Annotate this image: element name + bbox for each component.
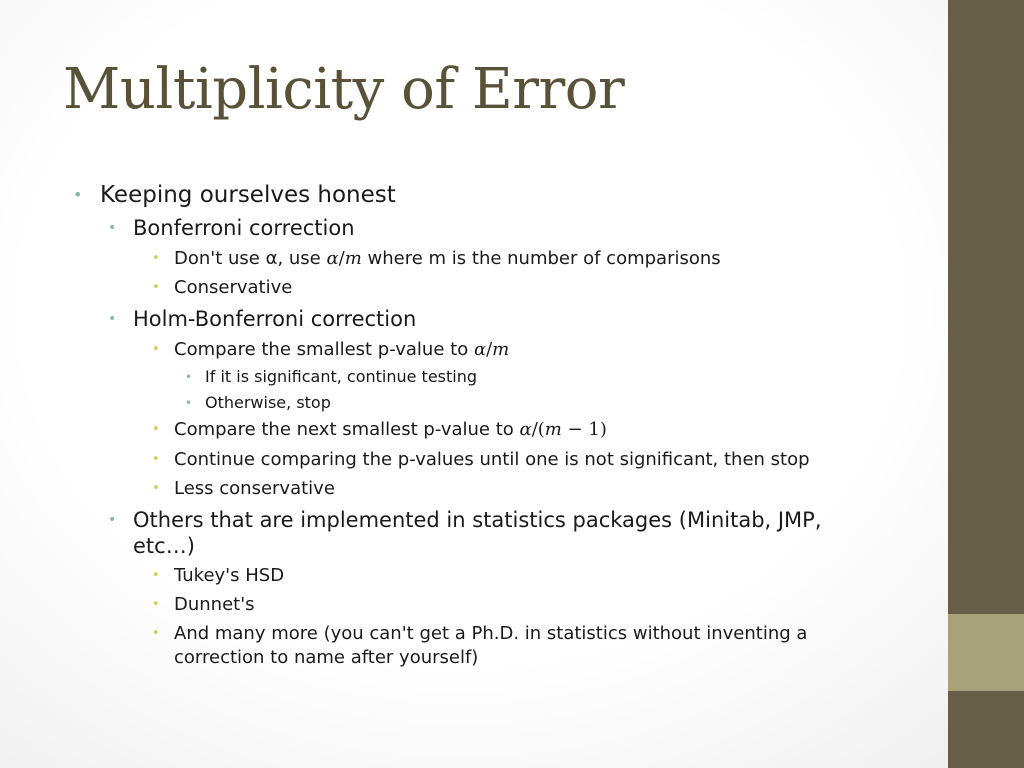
bullet-text: Continue comparing the p-values until one is not significant, then stop [174,449,810,470]
math-m: m [492,339,510,360]
bullet-dot-icon: • [152,481,160,496]
bullet-many-more-continuation [174,647,478,669]
math-slash: / [338,248,345,269]
bullet-text-suffix: where m is the number of comparisons [361,248,721,269]
bullet-dot-icon: • [152,452,160,467]
bullet-text: Dunnet's [174,594,255,615]
bullet-dot-icon: • [108,220,117,236]
bullet-bonferroni-use [152,248,721,270]
bullet-dot-icon: • [152,626,160,641]
bullet-text-line2: correction to name after yourself) [174,647,479,668]
bullet-dot-icon: • [152,342,160,357]
bullet-text: Keeping ourselves honest [100,182,396,208]
bullet-text-prefix: Don't use α, use [174,248,327,269]
bullet-dot-icon: • [152,251,160,266]
bullet-holm-otherwise [185,393,331,413]
bullet-holm-if-significant [185,367,478,387]
bullet-others [108,508,822,532]
bullet-holm-continue [152,449,810,471]
bullet-text: Less conservative [174,478,335,499]
bullet-holm [108,307,417,331]
bullet-holm-less-conservative [152,478,335,500]
bullet-holm-compare-next [152,419,607,441]
bullet-keeping-honest [73,182,396,208]
bullet-text: Otherwise, stop [205,393,331,412]
bullet-many-more [152,623,808,645]
bullet-dot-icon: • [108,311,117,327]
bullet-bonferroni [108,216,355,240]
bullet-bonferroni-conservative [152,277,293,299]
bullet-dot-icon: • [152,422,160,437]
bullet-dot-icon: • [152,597,160,612]
math-m: m [544,419,562,440]
bullet-holm-compare-smallest [152,339,510,361]
bullet-text-prefix: Compare the smallest p-value to [174,339,474,360]
bullet-text: Conservative [174,277,293,298]
math-alpha: α [326,248,339,269]
math-minus-one: − 1) [561,419,607,440]
bullet-dot-icon: • [185,396,193,410]
math-alpha: α [519,419,532,440]
bullet-text: If it is significant, continue testing [205,367,478,386]
bullet-text-prefix: Compare the next smallest p-value to [174,419,520,440]
bullet-others-continuation [133,534,195,558]
bullet-dot-icon: • [152,280,160,295]
bullet-dot-icon: • [73,185,83,204]
bullet-tukey [152,565,285,587]
bullet-text: Holm-Bonferroni correction [133,307,417,331]
bullet-text: Bonferroni correction [133,216,355,240]
math-m: m [344,248,362,269]
math-alpha: α [473,339,487,360]
bullet-text-line1: And many more (you can't get a Ph.D. in statistics without inventing a [174,623,808,644]
math-slash-paren: /( [531,419,545,440]
bullet-dot-icon: • [108,512,117,528]
math-slash: / [486,339,493,360]
bullet-text: Tukey's HSD [174,565,285,586]
bullet-dot-icon: • [185,370,193,384]
sidebar-accent-decoration [948,614,1024,691]
bullet-dunnet [152,594,255,616]
bullet-text-line2: etc…) [133,534,195,558]
bullet-dot-icon: • [152,568,160,583]
bullet-text-line1: Others that are implemented in statistics packages (Minitab, JMP, [133,508,822,532]
slide-title: Multiplicity of Error [63,57,625,122]
